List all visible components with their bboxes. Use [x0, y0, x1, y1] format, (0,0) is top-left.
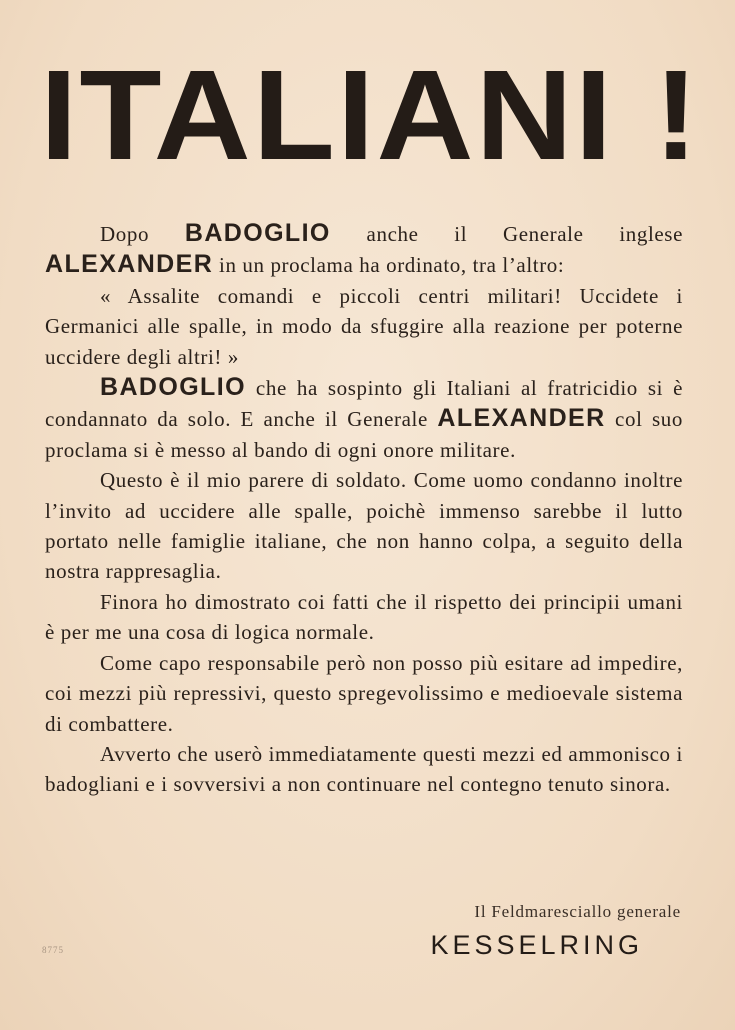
paragraph [45, 587, 683, 648]
paragraph-text: Come capo responsabile però non posso più esitare ad impedire, coi mezzi più repressivi, questo spregevolissimo e medioevale sistema di combattere. [45, 650, 683, 736]
paragraph-text: « Assalite comandi e piccoli centri militari! Uccidete i Germanici alle spalle, in modo da sfuggire alla reazione per poterne uccidere degli altri! » [45, 283, 683, 369]
paragraph-text: anche il Generale inglese [330, 222, 683, 246]
signature-name: KESSELRING [430, 930, 643, 960]
proclamation-body [45, 218, 683, 800]
paragraph-text: Questo è il mio parere di soldato. Come uomo condanno inoltre l’invito ad uccidere alle spalle, poichè immenso sarebbe il lutto portato nelle famiglie italiane, che non hanno colpa, a seguito della nostra rappresaglia. [45, 468, 683, 584]
printer-mark: 8775 [42, 945, 64, 955]
paragraph [45, 648, 683, 739]
paragraph-text: Finora ho dimostrato coi fatti che il rispetto dei principii umani è per me una cosa di logica normale. [45, 589, 683, 645]
paragraph-text: in un proclama ha ordinato, tra l’altro: [213, 253, 565, 278]
person-name: BADOGLIO [184, 219, 331, 247]
paragraph [45, 281, 683, 372]
paragraph [45, 739, 683, 800]
paragraph [45, 465, 683, 587]
poster-title: ITALIANI ! [40, 44, 701, 187]
paragraph-text: che ha sospinto gli Italiani al fratricidio si è condannato da solo. E anche il Generale [45, 376, 683, 432]
paragraph-text: Avverto che userò immediatamente questi mezzi ed ammonisco i badogliani e i sovversivi a non continuare nel contegno tenuto sinora. [45, 741, 683, 797]
paragraph-text: col suo proclama si è messo al bando di ogni onore militare. [45, 407, 683, 462]
signature-title: Il Feldmaresciallo generale [474, 902, 681, 921]
person-name: BADOGLIO [100, 373, 246, 402]
paragraph [45, 372, 683, 465]
person-name: ALEXANDER [45, 250, 214, 279]
person-name: ALEXANDER [437, 404, 606, 433]
paragraph-text: Dopo [100, 222, 185, 246]
paragraph [45, 218, 683, 281]
